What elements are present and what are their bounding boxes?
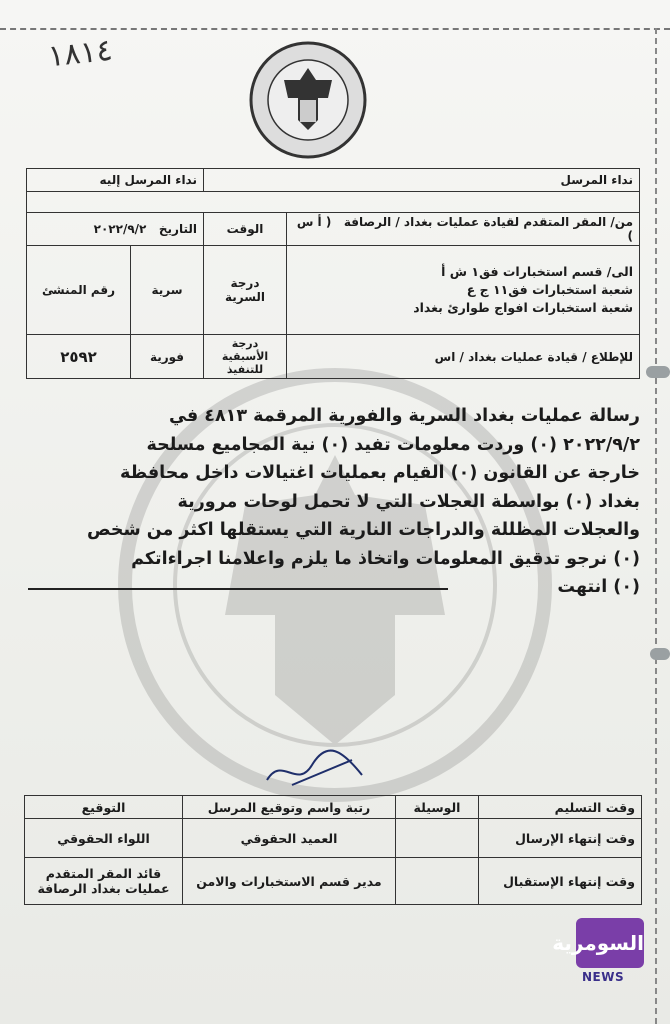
to-line-1: الى/ قسم استخبارات فق١ ش أ [441,264,633,279]
origin-number-label-cell: رقم المنشئ [27,246,131,335]
receive-means-cell [396,858,479,905]
means-label: الوسيلة [396,796,479,819]
message-body [20,402,640,602]
date-value: ٢٠٢٢/٩/٢ [93,222,147,236]
delivery-time-label: وقت التسليم [479,796,642,819]
time-label-cell: الوقت [204,213,287,246]
receive-end-label: وقت إنتهاء الإستقبال [479,858,642,905]
body-line-1: رسالة عمليات بغداد السرية والفورية المرقمة ٤٨١٣ في [169,406,640,426]
handwritten-doc-number: ١٨١٤ [46,32,115,75]
top-perforation [0,28,670,30]
origin-number-value-cell: ٢٥٩٢ [27,335,131,379]
news-logo-label: NEWS [582,970,625,984]
date-cell [27,213,204,246]
body-line-3: خارجة عن القانون (٠) القيام بعمليات اغتيالات داخل محافظة [120,463,640,483]
signer-title-value: قائد المقر المتقدم عمليات بغداد الرصافة [25,858,183,905]
priority-label-cell: درجة الأسبقية للتنفيذ [204,335,287,379]
from-line: من/ المقر المتقدم لقيادة عمليات بغداد / الرصافة [343,215,633,229]
body-line-4: بغداد (٠) بواسطة العجلات التي لا تحمل لوحات مرورية [177,491,640,512]
news-logo [552,918,644,984]
body-line-6: (٠) نرجو تدقيق المعلومات واتخاذ ما يلزم واعلامنا اجراءاتكم [131,548,640,569]
send-means-cell [396,819,479,858]
sender-title-value: مدير قسم الاستخبارات والامن [183,858,396,905]
signature-scribble-icon [262,735,372,795]
right-perforation [655,28,657,1024]
body-line-5: والعجلات المظللة والدراجات النارية التي يستقلها اكثر من شخص [86,520,640,540]
from-code: ( أ س ) [296,215,633,243]
priority-value-cell: فورية [131,335,204,379]
date-label: التاريخ [158,222,197,236]
body-line-2: ٢٠٢٢/٩/٢ (٠) وردت معلومات تفيد (٠) نية المجاميع مسلحة [146,434,640,455]
official-seal-icon [248,40,368,160]
to-cell [287,246,640,335]
to-line-3: شعبة استخبارات افواج طوارئ بغداد [413,300,633,315]
binder-clip-icon [650,648,670,660]
from-cell [287,213,640,246]
sender-sig-value: اللواء الحقوقي [25,819,183,858]
to-line-2: شعبة استخبارات فق١١ ج ع [466,282,633,297]
news-logo-brand: السومرية [576,918,644,968]
end-underline [28,588,448,590]
sender-call-cell: نداء المرسل [204,169,640,192]
send-end-label: وقت إنتهاء الإرسال [479,819,642,858]
secrecy-value-cell: سرية [131,246,204,335]
info-cell: للإطلاع / قيادة عمليات بغداد / اس [287,335,640,379]
sender-rank-label: رتبة واسم وتوقيع المرسل [183,796,396,819]
sender-rank-value: العميد الحقوقي [183,819,396,858]
binder-clip-icon [646,366,670,378]
footer-table [24,795,642,905]
blank-row [27,192,640,213]
recipient-call-cell: نداء المرسل إليه [27,169,204,192]
secrecy-label-cell: درجة السرية [204,246,287,335]
signature-label: التوقيع [25,796,183,819]
header-table [26,168,640,379]
body-line-7: (٠) انتهت [557,577,640,597]
